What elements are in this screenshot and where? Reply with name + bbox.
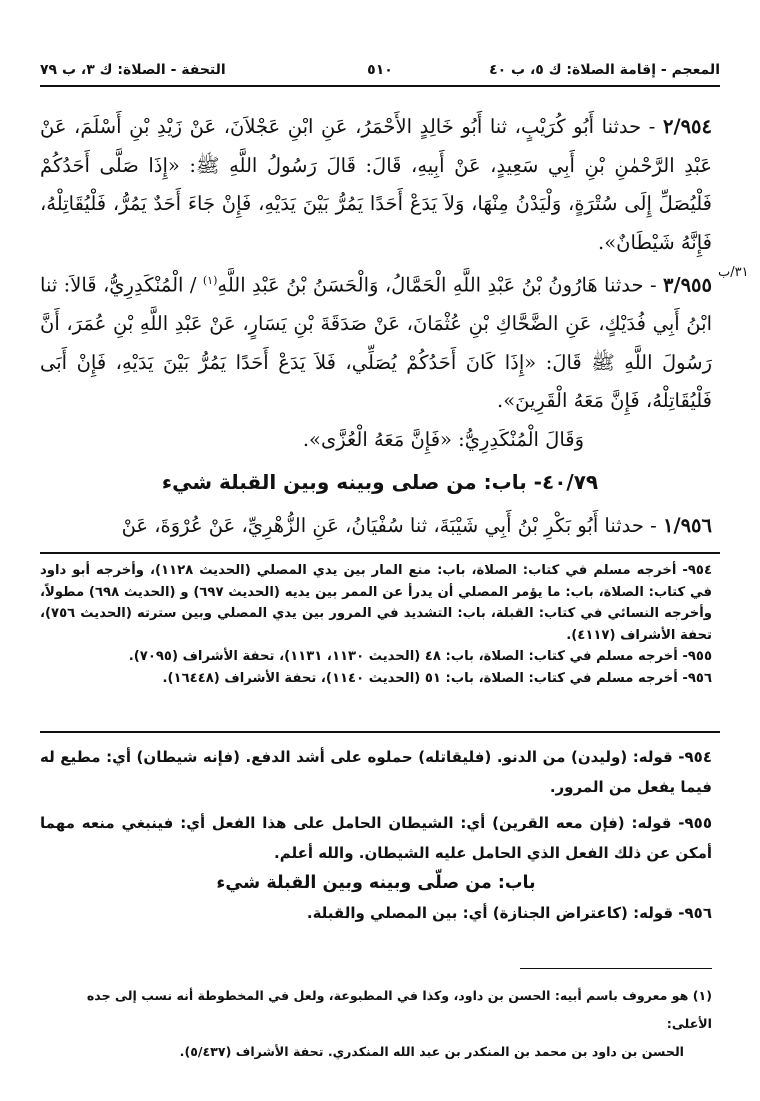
takhrij-954: ٩٥٤- أخرجه مسلم في كتاب: الصلاة، باب: منع المار بين يدي المصلي (الحديث ١١٢٨)، وأخرجه أبو داود في كتاب: الصلاة، باب: ما يؤمر المصلي أن يدرأ عن الممر بين يديه (الحديث ٦٩٧) و (الحديث ٦٩٨) مطولاً، وأخرجه النسائي في كتاب: القبلة، باب: التشديد في المرور بين يدي المصلي وبين سترته (الحديث ٧٥٦)، تحفة الأشراف (٤١١٧).	[40, 563, 713, 643]
footnote-ref[interactable]: (١)	[202, 274, 218, 287]
commentary-955: ٩٥٥- قوله: (فإن معه القرين) أي: الشيطان الحامل على هذا الفعل أي: فينبغي منعه مهما أمكن عن ذلك الفعل الذي الحامل عليه الشيطان. والله أعلم.	[40, 814, 712, 862]
commentary-954: ٩٥٤- قوله: (وليدن) من الدنو. (فليقاتله) حملوه على أشد الدفع. (فإنه شيطان) أي: مطيع له فيما يفعل من المرور.	[40, 748, 712, 796]
footnote-rule	[520, 968, 712, 969]
hadith-956	[40, 508, 712, 544]
footnote-line-1: (١) هو معروف باسم أبيه: الحسن بن داود، وكذا في المطبوعة، ولعل في المخطوطة أنه نسب إلى جده الأعلى:	[86, 988, 712, 1031]
footnote-block	[40, 982, 712, 1066]
hadith-number: ١/٩٥٦	[662, 514, 712, 537]
hadith-body: - حدثنا أَبُو بَكْرِ بْنُ أَبِي شَيْبَةَ، ثنا سُفْيَانُ، عَنِ الزُّهْرِيِّ، عَنْ عُرْوَةَ، عَنْ	[121, 514, 657, 537]
takhrij-notes	[40, 560, 712, 690]
hadith-number: ٢/٩٥٤	[662, 115, 713, 138]
commentary-chapter-heading: باب: من صلّى وبينه وبين القبلة شيء	[216, 873, 536, 893]
footnote-line-2: الحسن بن داود بن محمد بن المنكدر بن عبد الله المنكدري. تحفة الأشراف (٥/٤٣٧).	[179, 1044, 684, 1059]
page-number: ٥١٠	[367, 62, 393, 78]
hadith-955-note: وَقَالَ الْمُنْكَدِرِيُّ: «فَإِنَّ مَعَهُ الْعُزَّى».	[302, 427, 584, 451]
manuscript-folio-note: ٣١/ب	[718, 265, 749, 280]
chapter-heading: ٤٠/٧٩- باب: من صلى وبينه وبين القبلة شيء	[161, 470, 599, 494]
header-rule	[40, 85, 720, 87]
section-rule	[40, 552, 720, 554]
hadith-955	[40, 262, 712, 421]
hadith-body-cont: / الْمُنْكَدِرِيُّ، قَالاَ: ثنا ابْنُ أَبِي فُدَيْكٍ، عَنِ الضَّحَّاكِ بْنِ عُثْمَانَ، عَنْ صَدَقَةَ بْنِ يَسَارٍ، عَنْ عَبْدِ اللَّهِ بْنِ عُمَرَ، أَنَّ رَسُولَ اللَّهِ ﷺ قَالَ: «إِذَا كَانَ أَحَدُكُمْ يُصَلِّي، فَلاَ يَدَعْ أَحَدًا يَمُرُّ بَيْنَ يَدَيْهِ، فَإِنْ أَبَى فَلْيُقَاتِلْهُ، فَإِنَّ مَعَهُ الْقَرِينَ».	[40, 273, 712, 412]
header-left-title: التحفة - الصلاة: ك ٣، ب ٧٩	[40, 62, 226, 78]
running-header	[40, 62, 720, 84]
header-right-title: المعجم - إقامة الصلاة: ك ٥، ب ٤٠	[489, 62, 720, 78]
section-rule	[40, 731, 720, 733]
takhrij-956: ٩٥٦- أخرجه مسلم في كتاب: الصلاة، باب: ٥١ (الحديث ١١٤٠)، تحفة الأشراف (١٦٤٤٨).	[162, 670, 712, 686]
hadith-954	[40, 108, 712, 262]
hadith-body: - حدثنا أَبُو كُرَيْبٍ، ثنا أَبُو خَالِدٍ الأَحْمَرُ، عَنِ ابْنِ عَجْلاَنَ، عَنْ زَيْدِ بْنِ أَسْلَمَ، عَنْ عَبْدِ الرَّحْمٰنِ بْنِ أَبِي سَعِيدٍ، عَنْ أَبِيهِ، قَالَ: قَالَ رَسُولُ اللَّهِ ﷺ: «إِذَا صَلَّى أَحَدُكُمْ فَلْيُصَلِّ إِلَى سُتْرَةٍ، وَلْيَدْنُ مِنْهَا، وَلاَ يَدَعْ أَحَدًا يَمُرُّ بَيْنَ يَدَيْهِ، فَإِنْ جَاءَ أَحَدٌ يَمُرُّ، فَلْيُقَاتِلْهُ، فَإِنَّهُ شَيْطَانٌ».	[40, 115, 712, 254]
takhrij-955: ٩٥٥- أخرجه مسلم في كتاب: الصلاة، باب: ٤٨ (الحديث ١١٣٠، ١١٣١)، تحفة الأشراف (٧٠٩٥).	[128, 649, 712, 665]
commentary-block	[40, 742, 712, 928]
hadith-body: - حدثنا هَارُونُ بْنُ عَبْدِ اللَّهِ الْحَمَّالُ، وَالْحَسَنُ بْنُ عَبْدِ اللَّهِ	[217, 273, 657, 297]
commentary-956: ٩٥٦- قوله: (كاعتراض الجنازة) أي: بين المصلي والقبلة.	[306, 904, 712, 922]
hadith-text-block	[40, 108, 712, 459]
hadith-number: ٣/٩٥٥	[662, 273, 712, 297]
